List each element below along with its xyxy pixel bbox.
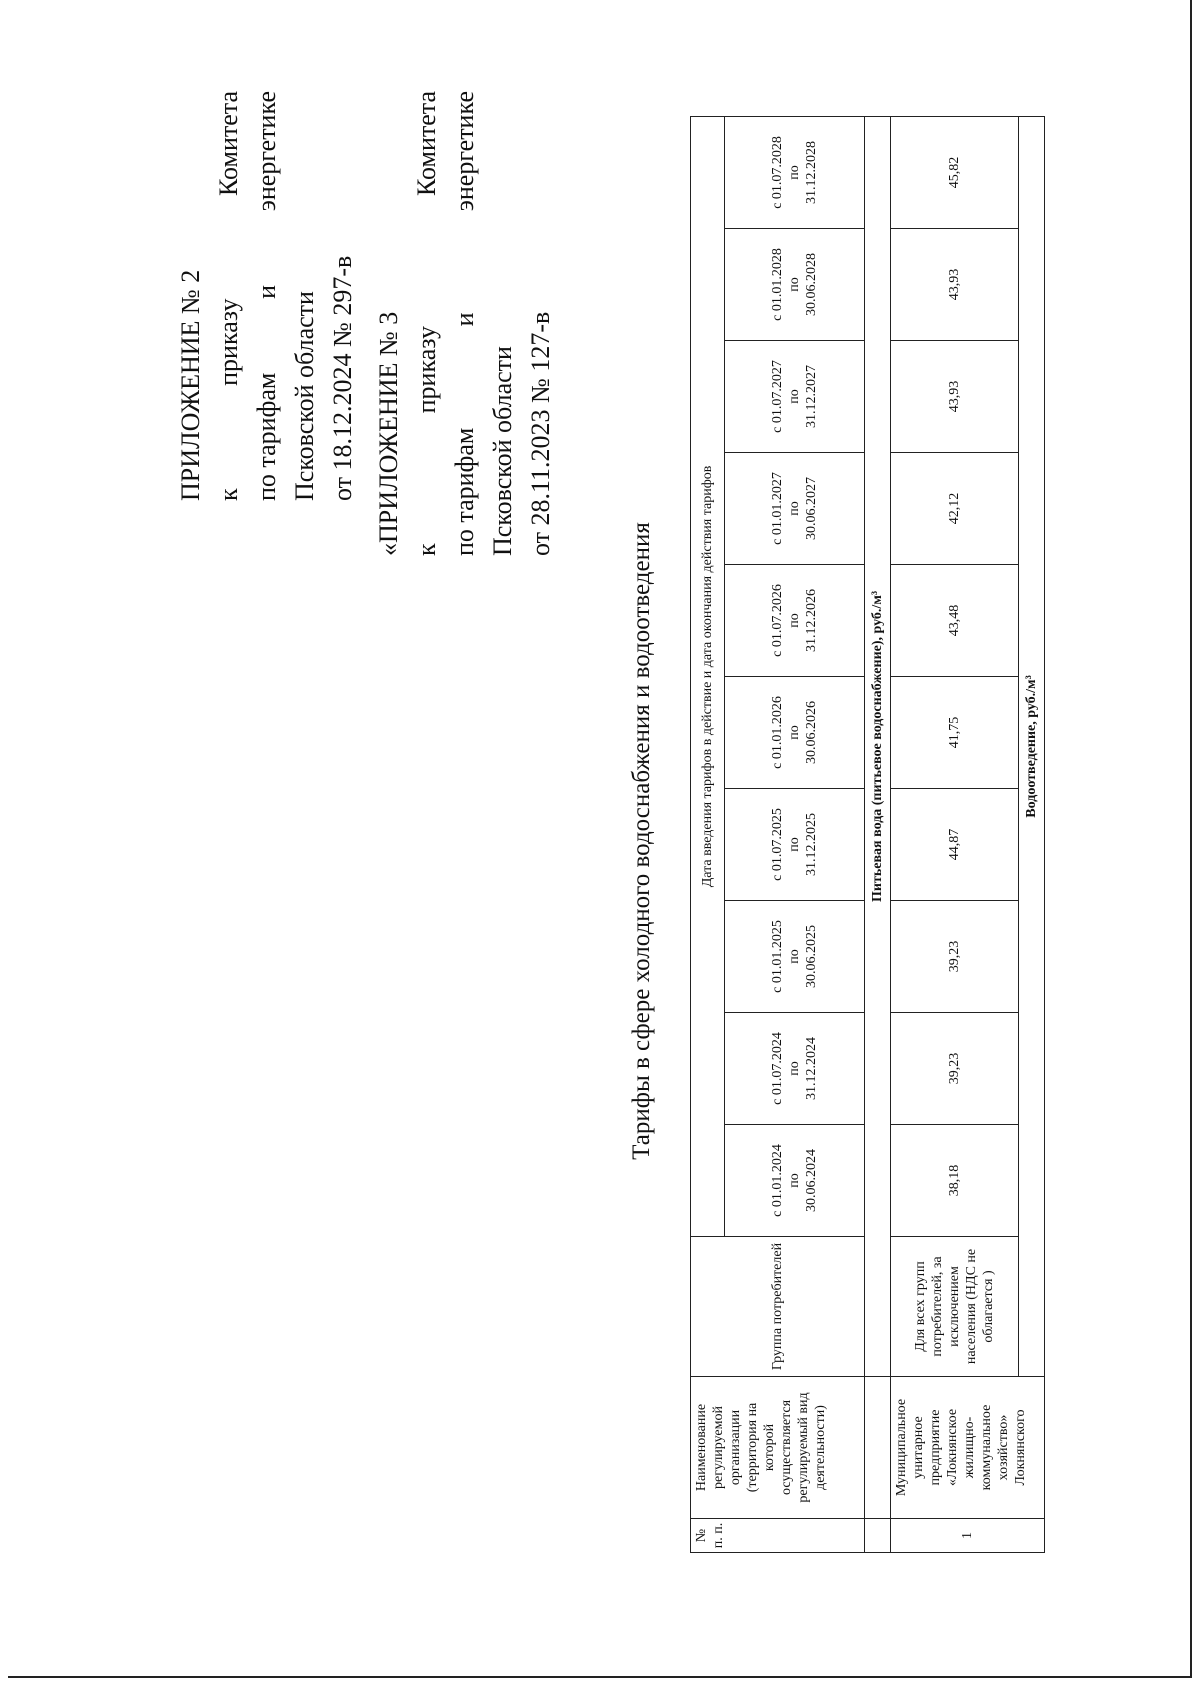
appendix-3-title: «ПРИЛОЖЕНИЕ № 3 xyxy=(374,311,403,556)
period-header: с 01.01.2027 по 30.06.2027 xyxy=(725,453,865,565)
tariff-value: 43,93 xyxy=(891,229,1019,341)
header-num: № п. п. xyxy=(691,1519,865,1553)
period-header: с 01.07.2024 по 31.12.2024 xyxy=(725,1013,865,1125)
period-header: с 01.07.2026 по 31.12.2026 xyxy=(725,565,865,677)
tariff-value: 42,12 xyxy=(891,453,1019,565)
tariff-value: 41,75 xyxy=(891,677,1019,789)
row-org: Муниципальное унитарное предприятие «Локнянское жилищно-коммунальное хозяйство» Локнянского xyxy=(891,1377,1045,1519)
row-num: 1 xyxy=(891,1519,1045,1553)
header-group: Группа потребителей xyxy=(691,1237,865,1377)
section-sewerage: Водоотведение, руб./м³ xyxy=(1019,116,1045,1376)
tariff-value: 38,18 xyxy=(891,1125,1019,1237)
period-header: с 01.07.2027 по 31.12.2027 xyxy=(725,341,865,453)
period-header: с 01.01.2026 по 30.06.2026 xyxy=(725,677,865,789)
document-title: Тарифы в сфере холодного водоснабжения и водоотведения xyxy=(628,522,655,1160)
header-periods: Дата введения тарифов в действие и дата окончания действия тарифов xyxy=(691,116,725,1236)
tariff-value: 43,48 xyxy=(891,565,1019,677)
tariff-value: 45,82 xyxy=(891,116,1019,228)
tariffs-table xyxy=(690,116,1045,1553)
header-org: Наименование регулируемой организации (территория на которой осуществляется регулируемый вид деятельности) xyxy=(691,1377,865,1519)
appendix-2-block: ПРИЛОЖЕНИЕ № 2 к приказу Комитета по тарифам и энергетике Псковской области от 18.12.2024 № 297-в xyxy=(172,91,362,501)
row-group: Для всех групп потребителей, за исключением населения (НДС не облагается ) xyxy=(891,1237,1019,1377)
period-header: с 01.07.2028 по 31.12.2028 xyxy=(725,116,865,228)
period-header: с 01.07.2025 по 31.12.2025 xyxy=(725,789,865,901)
period-header: с 01.01.2025 по 30.06.2025 xyxy=(725,901,865,1013)
period-header: с 01.01.2028 по 30.06.2028 xyxy=(725,229,865,341)
tariff-value: 39,23 xyxy=(891,1013,1019,1125)
period-header: с 01.01.2024 по 30.06.2024 xyxy=(725,1125,865,1237)
tariff-value: 43,93 xyxy=(891,341,1019,453)
appendix-2-title: ПРИЛОЖЕНИЕ № 2 xyxy=(176,269,205,501)
tariff-value: 44,87 xyxy=(891,789,1019,901)
tariff-value: 39,23 xyxy=(891,901,1019,1013)
section-drinking-water: Питьевая вода (питьевое водоснабжение), руб./м³ xyxy=(865,116,891,1376)
appendix-3-block: «ПРИЛОЖЕНИЕ № 3 к приказу Комитета по тарифам и энергетике Псковской области от 28.11.2023 № 127-в xyxy=(370,91,560,556)
